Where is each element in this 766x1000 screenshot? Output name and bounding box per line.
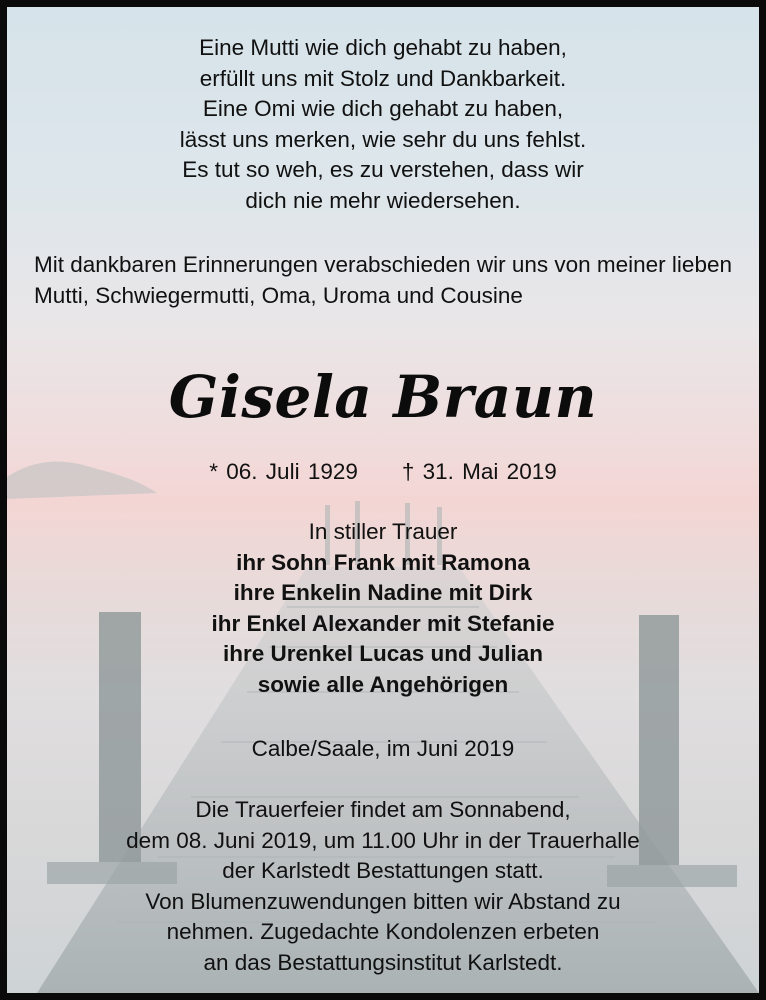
poem-verse [7, 33, 759, 216]
birth-date: * 06. Juli 1929 [209, 459, 358, 484]
mourner-line: ihr Enkel Alexander mit Stefanie [211, 610, 555, 636]
poem-line: Eine Omi wie dich gehabt zu haben, [202, 96, 564, 121]
poem-line: lässt uns merken, wie sehr du uns fehlst. [179, 126, 587, 152]
funeral-line: Von Blumenzuwendungen bitten wir Abstand zu [145, 888, 621, 914]
funeral-line: dem 08. Juni 2019, um 11.00 Uhr in der Trauerhalle [126, 827, 640, 853]
farewell-intro: Mit dankbaren Erinnerungen verabschieden wir uns von meiner lieben Mutti, Schwiegermutti, Oma, Uroma und Cousine [34, 252, 732, 308]
poem-line: Eine Mutti wie dich gehabt zu haben, [199, 35, 567, 60]
place-date: Calbe/Saale, im Juni 2019 [251, 736, 515, 761]
mourning-heading: In stiller Trauer [308, 519, 458, 544]
poem-line: erfüllt uns mit Stolz und Dankbarkeit. [199, 65, 567, 91]
life-dates [7, 458, 759, 486]
mourner-line: ihre Enkelin Nadine mit Dirk [233, 580, 533, 605]
funeral-line: an das Bestattungsinstitut Karlstedt. [203, 949, 563, 975]
obituary-text [7, 7, 759, 993]
mourner-line: ihr Sohn Frank mit Ramona [236, 549, 530, 575]
funeral-line: der Karlstedt Bestattungen statt. [222, 858, 544, 883]
mourner-line: ihre Urenkel Lucas und Julian [222, 641, 544, 666]
poem-line: Es tut so weh, es zu verstehen, dass wir [182, 157, 584, 182]
poem-line: dich nie mehr wiedersehen. [245, 187, 521, 213]
mourner-line: sowie alle Angehörigen [257, 671, 509, 697]
funeral-info [7, 795, 759, 978]
funeral-line: nehmen. Zugedachte Kondolenzen erbeten [166, 919, 600, 944]
death-date: † 31. Mai 2019 [401, 459, 557, 484]
mourners-block [7, 517, 759, 700]
funeral-line: Die Trauerfeier findet am Sonnabend, [195, 797, 571, 822]
deceased-name: Gisela Braun [168, 363, 598, 431]
